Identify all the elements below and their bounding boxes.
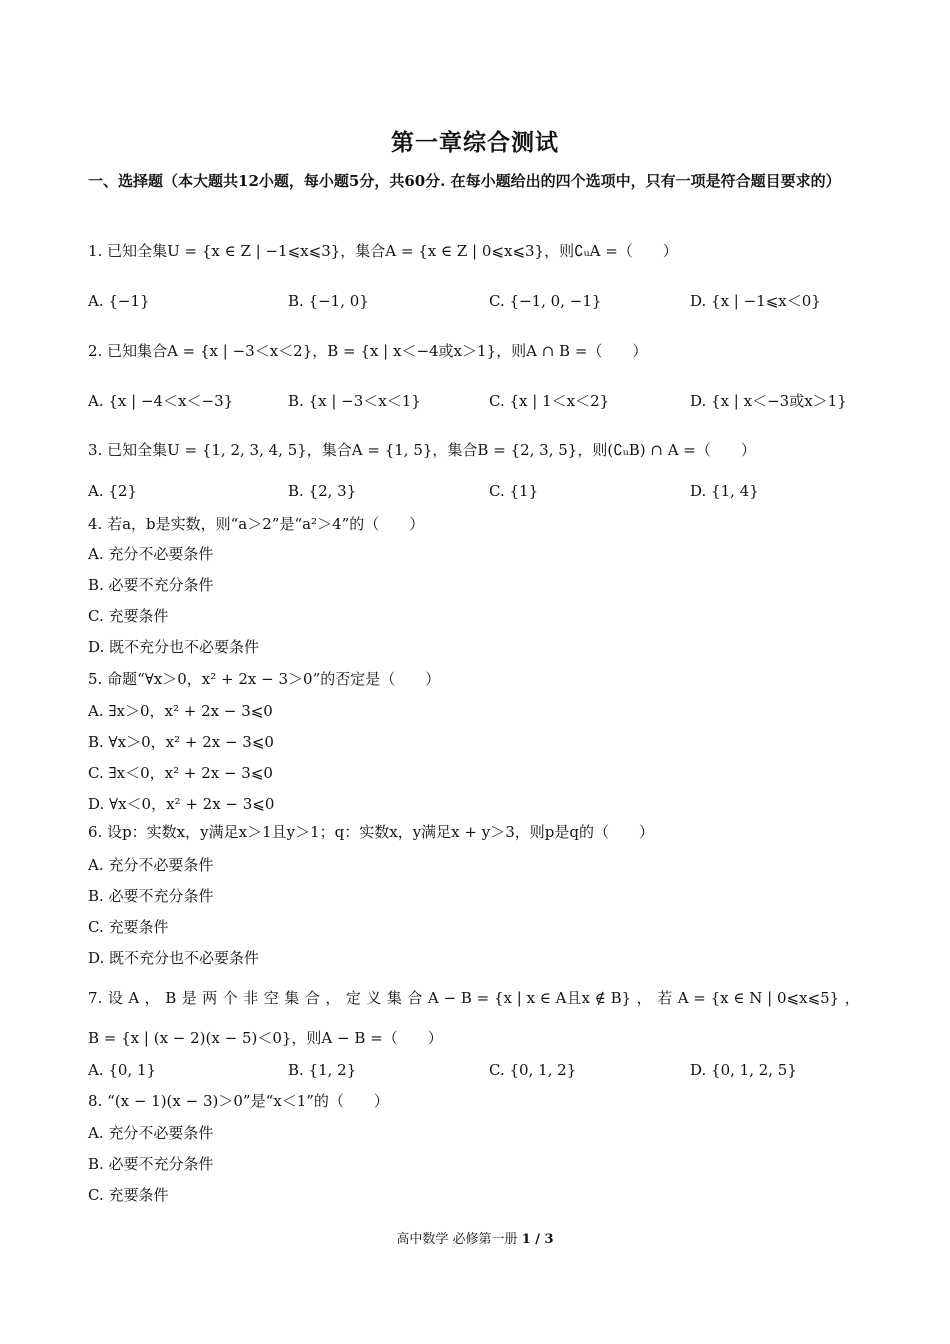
question-2-option-a: A. {x | −4＜x＜−3} [88,392,234,410]
question-5-option-b: B. ∀x＞0，x² + 2x − 3⩽0 [88,733,274,751]
q7-token: 是 [181,989,197,1007]
question-8-stem: 8. “(x − 1)(x − 3)＞0”是“x＜1”的（ ） [88,1092,389,1110]
question-4-option-c: C. 充要条件 [88,607,169,625]
page-title: 第一章综合测试 [391,129,559,156]
q7-token: A = {x ∈ N | 0⩽x⩽5} [677,989,840,1007]
question-6-stem: 6. 设p：实数x，y满足x＞1且y＞1；q：实数x，y满足x + y＞3，则p是q的（ ） [88,823,654,841]
page-footer [0,1228,950,1247]
q7-token: 非 [243,989,259,1007]
question-5-option-a: A. ∃x＞0，x² + 2x − 3⩽0 [88,702,273,720]
q7-token: 个 [222,989,238,1007]
question-1-option-c: C. {−1, 0, −1} [489,292,602,310]
q7-token: 空 [263,989,279,1007]
q7-token: 集 [386,989,402,1007]
q7-token: 若 [657,989,673,1007]
page-number: 1 / 3 [521,1232,554,1247]
question-8-option-a: A. 充分不必要条件 [88,1124,214,1142]
question-1-option-d: D. {x | −1⩽x＜0} [690,292,821,310]
question-7-option-d: D. {0, 1, 2, 5} [690,1061,797,1079]
footer-text: 高中数学 必修第一册 [396,1232,518,1247]
question-3-option-b: B. {2, 3} [288,482,357,500]
q7-token: ， [325,989,341,1007]
question-4-stem: 4. 若a，b是实数，则“a＞2”是“a²＞4”的（ ） [88,515,425,533]
question-2-option-c: C. {x | 1＜x＜2} [489,392,610,410]
question-6-option-a: A. 充分不必要条件 [88,856,214,874]
q7-token: 定 [345,989,361,1007]
question-5-option-d: D. ∀x＜0，x² + 2x − 3⩽0 [88,795,275,813]
question-8-option-b: B. 必要不充分条件 [88,1155,214,1173]
question-6-option-c: C. 充要条件 [88,918,169,936]
section-heading: 一、选择题（本大题共12小题，每小题5分，共60分. 在每小题给出的四个选项中，只有一项是符合题目要求的） [88,172,841,190]
question-7-option-b: B. {1, 2} [288,1061,357,1079]
q7-token: A − B = {x | x ∈ A且x ∉ B} [427,989,632,1007]
question-3-option-c: C. {1} [489,482,539,500]
q7-token: 合 [304,989,320,1007]
q7-token: ， [636,989,652,1007]
q7-token: A [128,989,140,1007]
question-7-stem-line-1 [88,987,860,1009]
question-2-stem: 2. 已知集合A = {x | −3＜x＜2}，B = {x | x＜−4或x＞1}，则A ∩ B =（ ） [88,342,648,360]
question-8-option-c: C. 充要条件 [88,1186,169,1204]
question-4-option-d: D. 既不充分也不必要条件 [88,638,260,656]
question-3-stem: 3. 已知全集U = {1, 2, 3, 4, 5}，集合A = {1, 5}，集合B = {2, 3, 5}，则(∁ᵤB) ∩ A =（ ） [88,441,756,459]
question-1-option-a: A. {−1} [88,292,150,310]
question-1-option-b: B. {−1, 0} [288,292,369,310]
q7-token: 义 [366,989,382,1007]
question-7-option-a: A. {0, 1} [88,1061,157,1079]
question-6-option-d: D. 既不充分也不必要条件 [88,949,260,967]
question-5-option-c: C. ∃x＜0，x² + 2x − 3⩽0 [88,764,273,782]
q7-token: 集 [284,989,300,1007]
q7-token: B [165,989,177,1007]
question-1-stem: 1. 已知全集U = {x ∈ Z | −1⩽x⩽3}，集合A = {x ∈ Z | 0⩽x⩽3}，则∁ᵤA =（ ） [88,242,678,260]
question-7-option-c: C. {0, 1, 2} [489,1061,577,1079]
q7-token: ， [144,989,160,1007]
question-7-stem-line-2: B = {x | (x − 2)(x − 5)＜0}，则A − B =（ ） [88,1029,443,1047]
question-4-option-b: B. 必要不充分条件 [88,576,214,594]
question-2-option-d: D. {x | x＜−3或x＞1} [690,392,847,410]
q7-token: 合 [407,989,423,1007]
question-3-option-a: A. {2} [88,482,137,500]
question-2-option-b: B. {x | −3＜x＜1} [288,392,421,410]
question-4-option-a: A. 充分不必要条件 [88,545,214,563]
question-3-option-d: D. {1, 4} [690,482,759,500]
question-6-option-b: B. 必要不充分条件 [88,887,214,905]
q7-token: ， [844,989,860,1007]
question-5-stem: 5. 命题“∀x＞0，x² + 2x − 3＞0”的否定是（ ） [88,670,441,688]
q7-token: 两 [202,989,218,1007]
q7-token: 7. [88,989,103,1007]
q7-token: 设 [107,989,123,1007]
